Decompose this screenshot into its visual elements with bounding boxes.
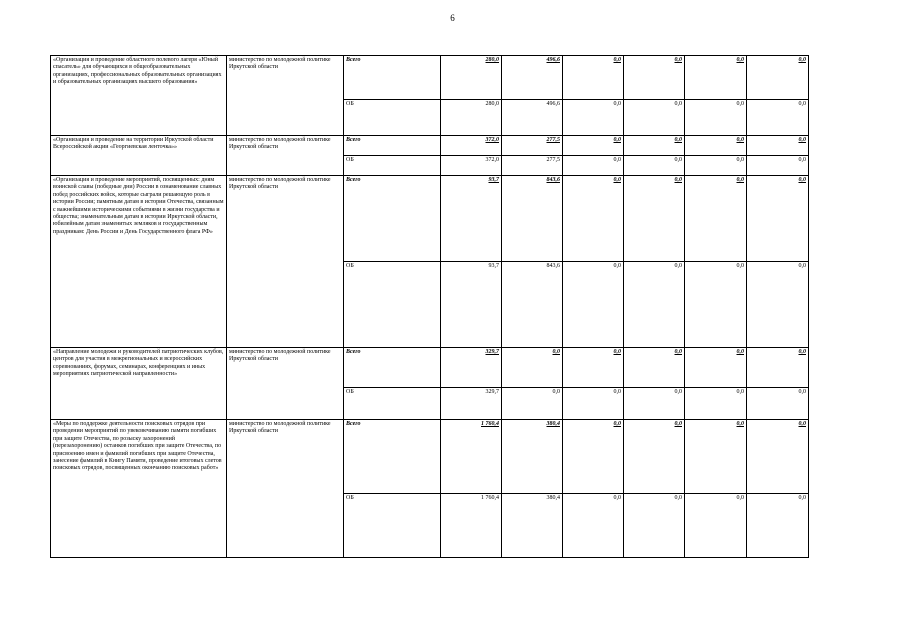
value-cell: 0,0	[563, 388, 624, 420]
executor: министерство по молодежной политике Иркутской области	[227, 420, 344, 558]
funding-source-total: Всего	[344, 420, 441, 494]
value-cell: 0,0	[502, 348, 563, 388]
value-cell: 0,0	[563, 136, 624, 156]
value-cell: 329,7	[441, 348, 502, 388]
value-cell: 277,5	[502, 156, 563, 176]
value-cell: 0,0	[502, 388, 563, 420]
funding-source-total: Всего	[344, 136, 441, 156]
value-cell: 0,0	[563, 262, 624, 348]
value-cell: 0,0	[685, 100, 747, 136]
value-cell: 277,5	[502, 136, 563, 156]
value-cell: 0,0	[624, 136, 685, 156]
value-cell: 843,6	[502, 262, 563, 348]
value-cell: 0,0	[747, 262, 809, 348]
value-cell: 0,0	[747, 100, 809, 136]
executor: министерство по молодежной политике Иркутской области	[227, 56, 344, 136]
value-cell: 0,0	[563, 420, 624, 494]
value-cell: 843,6	[502, 176, 563, 262]
value-cell: 372,0	[441, 156, 502, 176]
value-cell: 0,0	[747, 136, 809, 156]
value-cell: 0,0	[685, 348, 747, 388]
value-cell: 0,0	[747, 420, 809, 494]
executor: министерство по молодежной политике Иркутской области	[227, 348, 344, 420]
value-cell: 0,0	[685, 156, 747, 176]
value-cell: 0,0	[624, 100, 685, 136]
value-cell: 380,4	[502, 494, 563, 558]
activity-name: «Организация и проведение мероприятий, посвященных: дням воинской славы (победные дни) России в ознаменование славных побед российских войск, которые сыграли решающую роль в истории России; памятным датам в истории Отечества, связанным с важнейшими историческими событиями в жизни государства и общества; знаменательным датам в истории Иркутской области, юбилейным датам знаменитых земляков и государственным праздникам: День России и День Государственного флага РФ»	[51, 176, 227, 348]
value-cell: 0,0	[747, 494, 809, 558]
funding-source-ob: ОБ	[344, 388, 441, 420]
value-cell: 496,6	[502, 100, 563, 136]
value-cell: 0,0	[624, 262, 685, 348]
value-cell: 0,0	[624, 176, 685, 262]
funding-source-total: Всего	[344, 348, 441, 388]
table-row-total	[51, 176, 809, 262]
value-cell: 0,0	[624, 56, 685, 100]
value-cell: 0,0	[747, 56, 809, 100]
value-cell: 0,0	[624, 156, 685, 176]
activity-name: «Меры по поддержке деятельности поисковых отрядов при проведении мероприятий по увековечиванию памяти погибших при защите Отечества, по розыску захоронений (перезахоронению) останков погибших при защите Отечества, по присвоению имен и фамилий погибших при защите Отечества, занесение фамилий в Книгу Памяти, проведение итоговых слетов поисковых отрядов, посвященных окончанию поисковых работ»	[51, 420, 227, 558]
activity-name: «Организация и проведение на территории Иркутской области Всероссийской акции «Георгиевская ленточка»»	[51, 136, 227, 176]
value-cell: 0,0	[685, 136, 747, 156]
value-cell: 280,0	[441, 100, 502, 136]
value-cell: 0,0	[685, 56, 747, 100]
value-cell: 0,0	[685, 176, 747, 262]
table-body	[51, 56, 809, 558]
table-row-total	[51, 420, 809, 494]
value-cell: 380,4	[502, 420, 563, 494]
value-cell: 0,0	[747, 348, 809, 388]
activity-name: «Направление молодежи и руководителей патриотических клубов, центров для участия в межрегиональных и всероссийских соревнованиях, форумах, семинарах, конференциях и иных мероприятиях патриотической направленности»	[51, 348, 227, 420]
value-cell: 372,0	[441, 136, 502, 156]
value-cell: 93,7	[441, 176, 502, 262]
value-cell: 0,0	[624, 348, 685, 388]
value-cell: 0,0	[685, 388, 747, 420]
value-cell: 0,0	[747, 388, 809, 420]
value-cell: 1 760,4	[441, 420, 502, 494]
value-cell: 0,0	[685, 262, 747, 348]
value-cell: 280,0	[441, 56, 502, 100]
value-cell: 0,0	[685, 420, 747, 494]
value-cell: 93,7	[441, 262, 502, 348]
value-cell: 0,0	[563, 156, 624, 176]
table-row-total	[51, 348, 809, 388]
funding-source-ob: ОБ	[344, 156, 441, 176]
page-number: 6	[450, 13, 455, 23]
value-cell: 329,7	[441, 388, 502, 420]
funding-source-ob: ОБ	[344, 262, 441, 348]
executor: министерство по молодежной политике Иркутской области	[227, 136, 344, 176]
value-cell: 0,0	[563, 494, 624, 558]
value-cell: 0,0	[747, 156, 809, 176]
value-cell: 0,0	[624, 494, 685, 558]
value-cell: 0,0	[563, 176, 624, 262]
value-cell: 0,0	[685, 494, 747, 558]
executor: министерство по молодежной политике Иркутской области	[227, 176, 344, 348]
funding-source-total: Всего	[344, 56, 441, 100]
budget-table	[50, 55, 809, 558]
value-cell: 0,0	[624, 388, 685, 420]
value-cell: 1 760,4	[441, 494, 502, 558]
value-cell: 0,0	[747, 176, 809, 262]
value-cell: 0,0	[563, 100, 624, 136]
value-cell: 0,0	[624, 420, 685, 494]
table-row-total	[51, 56, 809, 100]
funding-source-total: Всего	[344, 176, 441, 262]
activity-name: «Организация и проведение областного полевого лагеря «Юный спасатель» для обучающихся в общеобразовательных организациях, профессиональных образовательных организациях и образовательных организациях высшего образования»	[51, 56, 227, 136]
funding-source-ob: ОБ	[344, 494, 441, 558]
value-cell: 0,0	[563, 348, 624, 388]
value-cell: 0,0	[563, 56, 624, 100]
table-row-total	[51, 136, 809, 156]
funding-source-ob: ОБ	[344, 100, 441, 136]
value-cell: 496,6	[502, 56, 563, 100]
